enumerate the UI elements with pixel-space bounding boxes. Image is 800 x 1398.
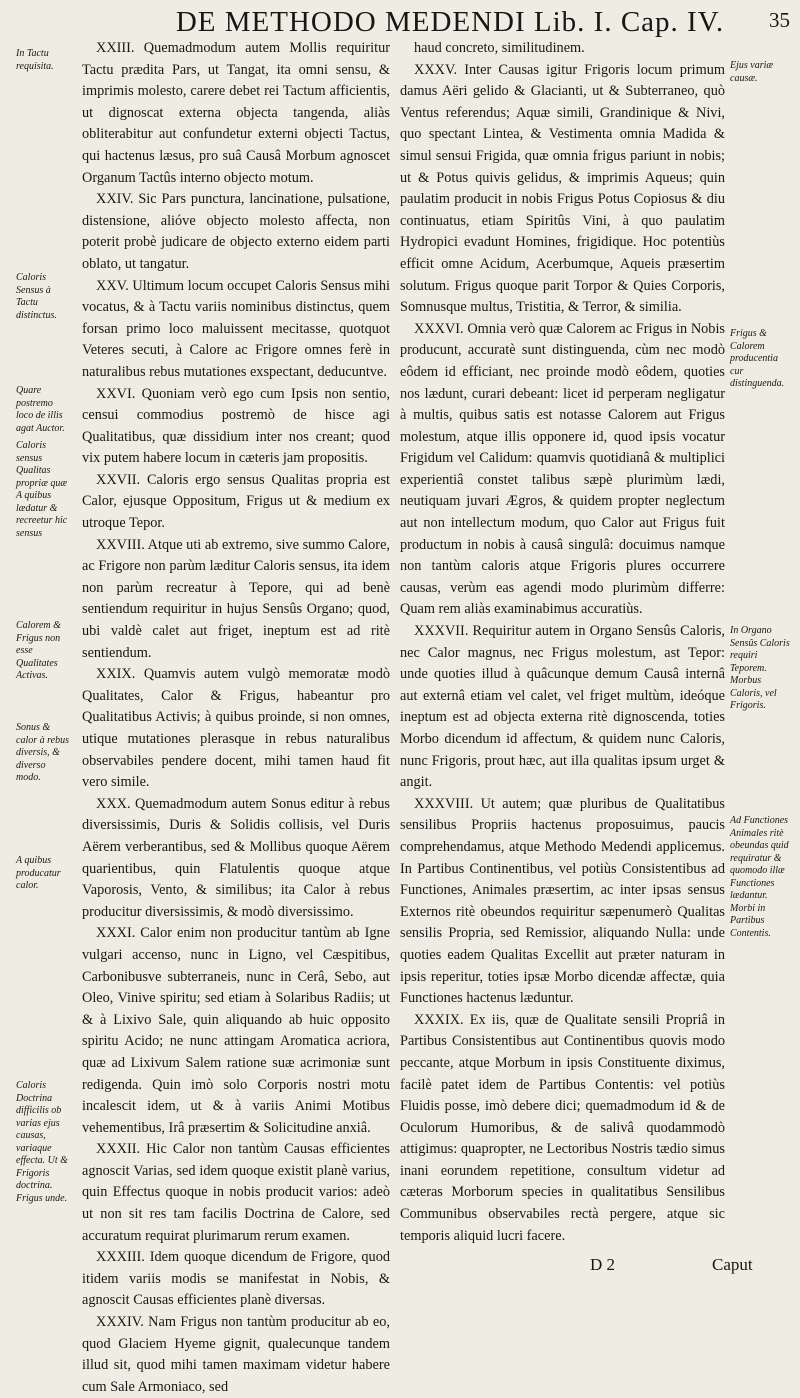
margin-note: A quibus producatur calor. <box>16 855 61 891</box>
margin-note: Caloris sensus Qualitas propriæ quæ A quibus lædatur & recreetur hic sensus <box>16 440 68 539</box>
paragraph: XXIII. Quemadmodum autem Mollis requiritur Tactu prædita Pars, ut Tangat, ita omni sensu, & imprimis molesto, carere debet rei Tactum afficientis, ut dignoscat externa objecta tangenda, aliàs obliterabitur aut confundetur externi objecti Tactus, qui hactenus læsus, pro suâ Causâ Morbum agnoscet Organum Tactûs interno objecto motum. <box>82 40 390 186</box>
margin-note: Frigus & Calorem producentia cur distinguenda. <box>730 328 785 389</box>
margin-note: Quare postremo loco de illis agat Auctor. <box>16 385 65 434</box>
paragraph: XXX. Quemadmodum autem Sonus editur à rebus diversissimis, Duris & Solidis collisis, vel Duris Aërem verberantibus, sed & Mollibus quoque Aërem quarientibus, quin Flatulentis quoque atque Vaporosis, Vento, & similibus; ita Calor à rebus producitur diversissimis, & modò diversissimo. <box>82 795 390 920</box>
right-text-column <box>400 38 725 1253</box>
paragraph: XXXII. Hic Calor non tantùm Causas efficientes agnoscit Varias, sed idem quoque existit planè varius, quin Effectus quoque in nobis producit varios: adeò ut non sit res tam facilis Doctrina de Calore, sed accuratum requirat plurimarum rerum examen. <box>82 1141 390 1244</box>
paragraph: XXVIII. Atque uti ab extremo, sive summo Calore, ac Frigore non parùm læditur Caloris sensus, ita idem non parùm recreatur à Tepore, qui ad benè sentiendum requiritur in hujus Sensûs Organo; quod, ubi valdè calet aut friget, ineptum est ad ritè sentiendum. <box>82 536 390 661</box>
margin-note: Caloris Doctrina difficilis ob varias ejus causas, variaque effecta. Ut & Frigoris doctrina. Frigus unde. <box>16 1080 68 1204</box>
paragraph: XXXIX. Ex iis, quæ de Qualitate sensili Propriâ in Partibus Consistentibus aut Continentibus quovis modo peccante, atque Morbum in ipsis Constituente diximus, facilè patet idem de Partibus Contentis: vel potiùs Fluidis posse, imò debere dici; quemadmodum id & de Oculorum Humoribus, & de salivâ quodammodò attigimus: quapropter, ne Lectoribus Nostris tædio simus inani eorundem repetitione, consultum videtur ad cæteras Morborum species in qualitatibus Sensilibus Communibus observabiles rectà pergere, atque sic temporis aliquid lucri facere. <box>400 1011 725 1244</box>
running-title: DE METHODO MEDENDI Lib. I. Cap. IV. <box>175 6 725 38</box>
paragraph: XXXIII. Idem quoque dicendum de Frigore, quod itidem variis modis se manifestat in Nobis, & agnoscit Causas efficientes planè diversas. <box>82 1249 390 1309</box>
paragraph: XXXVI. Omnia verò quæ Calorem ac Frigus in Nobis producunt, accuratè sunt distinguenda, cùm nec modò eôdem id efficiant, nec proinde modò eôdem, quoties nos lædunt, curari debeant: licet id perperam negligatur à multis, quibus satis est notasse Calorem aut Frigus molestum, atque illis opponere id, quod ipsis vocatur Frigidum vel Calidum: quamvis quotidianâ & multiplici experientiâ constet talibus sæpè plurimùm lædi, neutiquam juvari Ægros, & quidem propter neglectum aut non intellectum modum, quo Calor aut Frigus fuit productum in nobis à causâ singulâ: docuimus namque non tantùm caloris atque Frigoris plures occurrere causas, verùm eas agendi modo plurimùm differre: Quam rem aliàs examinabimus accuratiùs. <box>400 320 725 618</box>
paragraph: XXXIV. Nam Frigus non tantùm producitur ab eo, quod Glaciem Hyeme gignit, qualecunque tandem illud sit, quod mihi tamen maximam videtur habere cum Sale Armoniaco, sed <box>82 1314 390 1395</box>
margin-note: Ejus variæ causæ. <box>730 60 774 84</box>
paragraph: haud concreto, similitudinem. <box>414 40 585 56</box>
margin-note: Caloris Sensus à Tactu distinctus. <box>16 272 57 321</box>
paragraph: XXXVII. Requiritur autem in Organo Sensûs Caloris, nec Calor magnus, nec Frigus molestum, ast Tepor: unde quoties illud à quâcunque demum Causâ internâ aut externâ etiam vel calet, vel friget multùm, ideóque ineptum est ad objecta externa ritè dignoscenda, toties Morbo dicendum id affectum, & quidem nunc Caloris, nunc Frigoris, prout hæc, aut illa qualitas ipsum urget & angit. <box>400 623 725 791</box>
paragraph: XXXI. Calor enim non producitur tantùm ab Igne vulgari accenso, nunc in Ligno, vel Cæspitibus, Carbonibusve subterraneis, nunc in Cerâ, Sebo, aut Oleo, Vinive spiritu; sed etiam à Solaribus Radiis; ut & à Lixivo Sale, quin aliquando ab huic opposito spiritu Acido; ne nunc attingam Aromatica acriora, quæ ad Lixivum Salem ratione suæ acrimoniæ sunt redigenda. Quin imò solo Corporis nostri motu incalescit idem, ut & à variis Animi Motibus vehementibus, Irâ præsertim & Solicitudine anxiâ. <box>82 925 390 1136</box>
paragraph: XXXVIII. Ut autem; quæ pluribus de Qualitatibus sensilibus Propriis hactenus proposuimus, paucis comprehendamus, atque Methodo Medendi applicemus. In Partibus Continentibus, vel potiùs Consistentibus ad Functiones, Animales præsertim, ac inter ipsas sensus Externos ritè obeundos requiritur sæpenumerò Qualitas sensilis Propria, sed Remissior, aliquando Nulla: unde quoties eadem Qualitas Excellit aut præter naturam in ipsis reperitur, toties ipsæ Morbo dicendæ affectæ, quia Functiones hactenus læduntur. <box>400 795 725 1007</box>
margin-note: In Organo Sensûs Caloris requiri Teporem. Morbus Caloris, vel Frigoris. <box>730 625 790 711</box>
paragraph: XXVII. Caloris ergo sensus Qualitas propria est Calor, ejusque Oppositum, Frigus ut & medium ex utroque Tepor. <box>82 471 390 532</box>
margin-note: In Tactu requisita. <box>16 48 54 72</box>
margin-note: Calorem & Frigus non esse Qualitates Activas. <box>16 620 61 681</box>
catchword: Caput <box>712 1255 753 1274</box>
margin-note: Sonus & calor à rebus diversis, & diverso modo. <box>16 722 69 783</box>
paragraph: XXVI. Quoniam verò ego cum Ipsis non sentio, censui commodius postremò de hisce agi Qualitatibus, quæ dissidium inter nos creant; quod vix putem habere locum in cæteris jam propositis. <box>82 385 390 467</box>
page-number: 35 <box>769 8 790 32</box>
margin-note: Ad Functiones Animales ritè obeundas quid requiratur & quomodo illæ Functiones lædantur. Morbi in Partibus Contentis. <box>730 815 789 939</box>
running-header <box>110 6 790 40</box>
paragraph: XXV. Ultimum locum occupet Caloris Sensus mihi vocatus, & à Tactu variis nominibus distinctus, quem forsan primo loco maluissent mecitasse, quotquot Veteres secuti, à Calore ac Frigore omnes ferè in naturalibus rebus mutationes exspectant, deducuntve. <box>82 277 390 380</box>
paragraph: XXIV. Sic Pars punctura, lancinatione, pulsatione, distensione, alióve objecto molesto affecta, non poterit probè judicare de objecto externo eidem parti oblato, ut tangatur. <box>82 191 390 272</box>
paragraph: XXXV. Inter Causas igitur Frigoris locum primum damus Aëri gelido & Glacianti, ut & Subterraneo, quò Ventus referendus; Aquæ simili, Grandinique & Nivi, quo spectant Lintea, & Vestimenta omnia Madida & simul sensui Frigida, quæ omnia frigus pariunt in nobis; ut & Potus quivis gelidus, & imprimis Aqueus; quin paulatim producit in nobis Frigus Potus Copiosus & diu continuatus, etiam Spiritûs Vini, à quo paulatim Hydropici evadunt Homines, frigidique. Hoc potentiùs efficit omne Acidum, Acerbumque, Aqueis præsertim solutum. Frigus quoque parit Torpor & Quies Corporis, Somnusque multus, Tristitia, & Terror, & similia. <box>400 61 725 316</box>
left-text-column <box>82 38 390 1395</box>
signature-mark: D 2 <box>590 1255 616 1274</box>
paragraph: XXIX. Quamvis autem vulgò memoratæ modò Qualitates, Calor & Frigus, habeantur pro Qualitatibus Activis; à quibus proinde, si non omnes, utique mutationes plerasque in rebus naturalibus observabiles pendere docent, mihi tamen haud fit vero simile. <box>82 666 390 791</box>
